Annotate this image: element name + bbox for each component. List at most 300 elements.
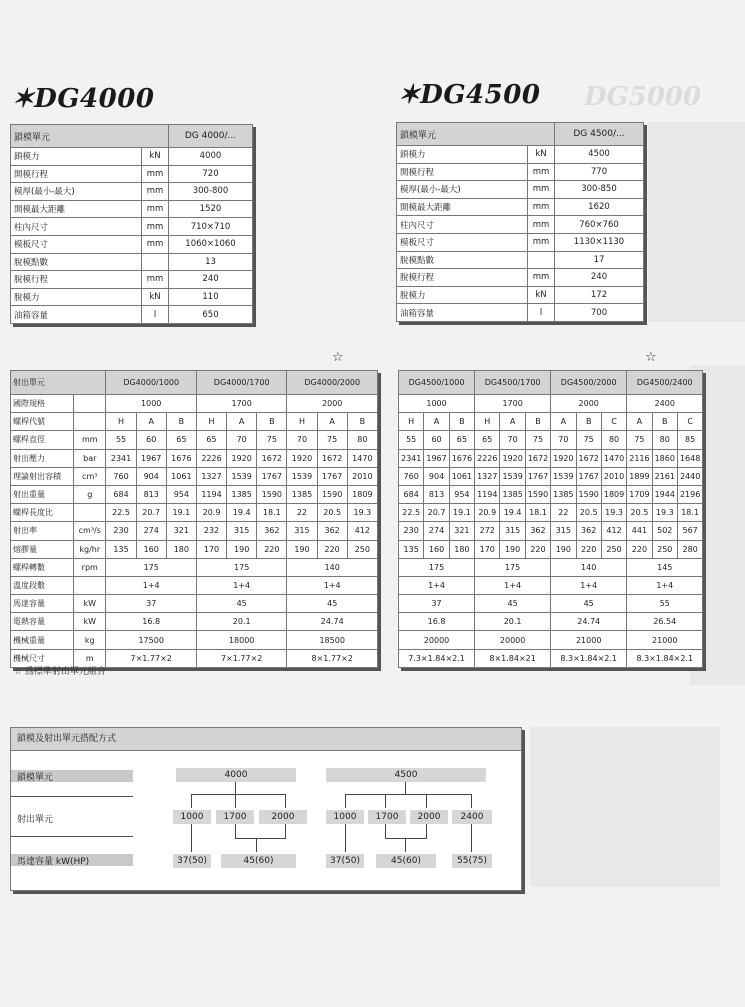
cell-value: 19.3: [652, 504, 677, 522]
dg4000-injection-table: [10, 370, 378, 668]
table-row: [397, 216, 644, 234]
connector-line: [426, 794, 427, 808]
cell-value: 1194: [475, 485, 500, 503]
spec-value: 110: [169, 288, 253, 306]
cell-value: 80: [652, 431, 677, 449]
row-unit: kW: [74, 613, 106, 631]
row-unit: [74, 413, 106, 431]
spec-label: 脫模行程: [397, 269, 528, 287]
cell-value: 2010: [601, 467, 626, 485]
cell-value: 20.5: [576, 504, 601, 522]
model-name: DG4000/1000: [106, 371, 196, 395]
standard-star-icon: ☆: [645, 350, 657, 365]
spec-unit: mm: [142, 235, 169, 253]
screw-code: H: [399, 413, 424, 431]
cell-value: 250: [601, 540, 626, 558]
cell-value: 8.3×1.84×2.1: [551, 649, 627, 667]
cell-value: 220: [576, 540, 601, 558]
spec-value: 17: [555, 251, 644, 269]
row-divider: [11, 796, 133, 797]
screw-code: A: [551, 413, 576, 431]
spec-unit: kN: [528, 146, 555, 164]
connector-line: [385, 794, 386, 808]
cell-value: 230: [399, 522, 424, 540]
cell-value: 175: [196, 558, 286, 576]
cell-value: 250: [347, 540, 377, 558]
spec-value: 700: [555, 304, 644, 322]
row-unit: kW: [74, 595, 106, 613]
cell-value: 274: [136, 522, 166, 540]
cell-value: 272: [475, 522, 500, 540]
cell-value: 362: [576, 522, 601, 540]
screw-code: H: [287, 413, 317, 431]
spec-value: 13: [169, 253, 253, 271]
row-label: 理論射出容積: [11, 467, 74, 485]
spec-unit: l: [142, 306, 169, 324]
cell-value: 2196: [677, 485, 702, 503]
spec-value: 1130×1130: [555, 233, 644, 251]
cell-value: 22: [287, 504, 317, 522]
cell-value: 2440: [677, 467, 702, 485]
cell-value: 135: [399, 540, 424, 558]
cell-value: 65: [475, 431, 500, 449]
cell-value: 2341: [399, 449, 424, 467]
screw-code: A: [424, 413, 449, 431]
cell-value: 140: [287, 558, 378, 576]
motor-55-box: 55(75): [452, 854, 492, 868]
cell-value: 37: [106, 595, 196, 613]
table-row: [399, 540, 703, 558]
cell-value: 1944: [652, 485, 677, 503]
spec-label: 油箱容量: [11, 306, 142, 324]
motor-45-box: 45(60): [221, 854, 296, 868]
cell-value: 684: [106, 485, 136, 503]
cell-value: 80: [601, 431, 626, 449]
cell-value: 55: [399, 431, 424, 449]
cell-value: 26.54: [627, 613, 703, 631]
cell-value: 2226: [196, 449, 226, 467]
table-row: [399, 413, 703, 431]
cell-value: 1327: [475, 467, 500, 485]
cell-value: 45: [551, 595, 627, 613]
spec-value: 720: [169, 165, 253, 183]
cell-value: 18.1: [677, 504, 702, 522]
table-row: [397, 233, 644, 251]
screw-code: A: [227, 413, 257, 431]
row-label: 國際規格: [11, 395, 74, 413]
injection-2000-box: 2000: [410, 810, 448, 824]
screw-code: B: [166, 413, 196, 431]
cell-value: 175: [106, 558, 196, 576]
ghost-title-dg5000: DG5000: [584, 82, 702, 112]
spec-unit: [528, 251, 555, 269]
spec-label: 脫模點數: [397, 251, 528, 269]
connector-line: [256, 838, 257, 852]
row-label: 機械尺寸: [11, 649, 74, 667]
size-value: 2400: [627, 395, 703, 413]
cell-value: 7×1.77×2: [106, 649, 196, 667]
cell-value: 80: [347, 431, 377, 449]
table-row: [397, 198, 644, 216]
spec-value: 1620: [555, 198, 644, 216]
row-label: 射出壓力: [11, 449, 74, 467]
table-row: [399, 595, 703, 613]
spec-unit: mm: [142, 183, 169, 201]
injection-2400-box: 2400: [452, 810, 492, 824]
cell-value: 190: [227, 540, 257, 558]
cell-value: 1+4: [399, 576, 475, 594]
cell-value: 1385: [287, 485, 317, 503]
dg4500-title-text: DG4500: [420, 80, 541, 110]
connector-line: [235, 824, 236, 838]
dg4500-clamp-table: [396, 122, 644, 322]
model-name: DG4500/2400: [627, 371, 703, 395]
spec-value: 172: [555, 286, 644, 304]
spec-label: 模板尺寸: [11, 235, 142, 253]
cell-value: 20.9: [196, 504, 226, 522]
screw-code: H: [106, 413, 136, 431]
cell-value: 70: [500, 431, 525, 449]
spec-unit: mm: [528, 269, 555, 287]
table-row: [11, 288, 253, 306]
spec-value: 240: [169, 271, 253, 289]
cell-value: 760: [399, 467, 424, 485]
cell-value: 954: [166, 485, 196, 503]
row-label: 螺桿長度比: [11, 504, 74, 522]
table-row: [11, 558, 378, 576]
cell-value: 160: [136, 540, 166, 558]
connector-line: [471, 824, 472, 852]
cell-value: 7.3×1.84×2.1: [399, 649, 475, 667]
cell-value: 2341: [106, 449, 136, 467]
spec-value: 4500: [555, 146, 644, 164]
cell-value: 1767: [525, 467, 550, 485]
cell-value: 1809: [347, 485, 377, 503]
cell-value: 315: [500, 522, 525, 540]
model-name: DG4500/2000: [551, 371, 627, 395]
spec-unit: mm: [142, 218, 169, 236]
table-header-row: [11, 371, 378, 395]
standard-star-icon: ☆: [332, 350, 344, 365]
cell-value: 19.3: [347, 504, 377, 522]
cell-value: 20.5: [627, 504, 652, 522]
row-unit: [74, 576, 106, 594]
table-row: [11, 271, 253, 289]
cell-value: 17500: [106, 631, 196, 649]
table-row: [11, 253, 253, 271]
cell-value: 190: [500, 540, 525, 558]
spec-unit: kN: [142, 148, 169, 166]
cell-value: 1061: [166, 467, 196, 485]
table-row: [11, 200, 253, 218]
cell-value: 1672: [576, 449, 601, 467]
spec-label: 開模最大距離: [11, 200, 142, 218]
model-name: DG4000/2000: [287, 371, 378, 395]
table-header-row: [399, 371, 703, 395]
cell-value: 18000: [196, 631, 286, 649]
cell-value: 75: [525, 431, 550, 449]
cell-value: 362: [257, 522, 287, 540]
cell-value: 1385: [227, 485, 257, 503]
spec-label: 脫模行程: [11, 271, 142, 289]
table-row: [397, 286, 644, 304]
row-unit: rpm: [74, 558, 106, 576]
screw-code: B: [652, 413, 677, 431]
cell-value: 180: [449, 540, 474, 558]
row-unit: g: [74, 485, 106, 503]
spec-value: 770: [555, 163, 644, 181]
cell-value: 55: [106, 431, 136, 449]
cell-value: 75: [317, 431, 347, 449]
screw-code: B: [525, 413, 550, 431]
cell-value: 1+4: [551, 576, 627, 594]
table-row: [399, 649, 703, 667]
spec-unit: mm: [142, 271, 169, 289]
cell-value: 24.74: [551, 613, 627, 631]
cell-value: 20.9: [475, 504, 500, 522]
row-label: 馬達容量: [11, 595, 74, 613]
cell-value: 70: [227, 431, 257, 449]
cell-value: 60: [136, 431, 166, 449]
table-row: [399, 613, 703, 631]
cell-value: 1920: [500, 449, 525, 467]
cell-value: 1767: [576, 467, 601, 485]
cell-value: 1385: [500, 485, 525, 503]
cell-value: 1920: [227, 449, 257, 467]
injection-1700-box: 1700: [368, 810, 406, 824]
cell-value: 230: [106, 522, 136, 540]
cell-value: 904: [136, 467, 166, 485]
cell-value: 1470: [347, 449, 377, 467]
spec-label: 模厚(最小-最大): [11, 183, 142, 201]
cell-value: 412: [347, 522, 377, 540]
table-row: [11, 522, 378, 540]
cell-value: 1+4: [627, 576, 703, 594]
cell-value: 175: [475, 558, 551, 576]
cell-value: 1920: [551, 449, 576, 467]
row-unit: kg: [74, 631, 106, 649]
table-row: [11, 504, 378, 522]
cell-value: 2116: [627, 449, 652, 467]
row-label-motor: 馬達容量 kW(HP): [17, 857, 90, 867]
cell-value: 441: [627, 522, 652, 540]
row-label: 射出重量: [11, 485, 74, 503]
size-value: 1000: [399, 395, 475, 413]
cell-value: 1+4: [106, 576, 196, 594]
spec-value: 710×710: [169, 218, 253, 236]
spec-unit: [142, 253, 169, 271]
connector-line: [235, 782, 236, 794]
model-name: DG4500/1000: [399, 371, 475, 395]
spec-unit: mm: [528, 163, 555, 181]
table-row: [11, 183, 253, 201]
cell-value: 1470: [601, 449, 626, 467]
cell-value: 1590: [576, 485, 601, 503]
screw-code: A: [136, 413, 166, 431]
connector-line: [285, 794, 286, 808]
screw-code: B: [257, 413, 287, 431]
cell-value: 1+4: [475, 576, 551, 594]
row-label: 螺桿代號: [11, 413, 74, 431]
cell-value: 37: [399, 595, 475, 613]
spec-value: 240: [555, 269, 644, 287]
cell-value: 8×1.77×2: [287, 649, 378, 667]
cell-value: 220: [257, 540, 287, 558]
spec-label: 油箱容量: [397, 304, 528, 322]
table-row: [397, 251, 644, 269]
screw-code: B: [576, 413, 601, 431]
spec-value: 1520: [169, 200, 253, 218]
cell-value: 1539: [500, 467, 525, 485]
screw-code: C: [601, 413, 626, 431]
clamp-4000-box: 4000: [176, 768, 296, 782]
cell-value: 24.74: [287, 613, 378, 631]
cell-value: 250: [652, 540, 677, 558]
cell-value: 18500: [287, 631, 378, 649]
table-header-value: DG 4000/...: [169, 125, 253, 148]
cell-value: 1767: [317, 467, 347, 485]
spec-label: 模板尺寸: [397, 233, 528, 251]
row-unit: [74, 395, 106, 413]
cell-value: 220: [525, 540, 550, 558]
screw-code: B: [449, 413, 474, 431]
table-row: [399, 576, 703, 594]
cell-value: 2226: [475, 449, 500, 467]
cell-value: 21000: [551, 631, 627, 649]
injection-1700-box: 1700: [216, 810, 254, 824]
connector-line: [191, 794, 192, 808]
cell-value: 315: [227, 522, 257, 540]
size-value: 2000: [287, 395, 378, 413]
size-value: 2000: [551, 395, 627, 413]
screw-code: A: [627, 413, 652, 431]
cell-value: 140: [551, 558, 627, 576]
connector-line: [345, 794, 472, 795]
connector-line: [405, 782, 406, 794]
row-label-injection: 射出單元: [17, 815, 54, 825]
cell-value: 567: [677, 522, 702, 540]
screw-code: H: [475, 413, 500, 431]
cell-value: 22.5: [106, 504, 136, 522]
cell-value: 20.5: [317, 504, 347, 522]
table-row: [11, 218, 253, 236]
connector-line: [426, 824, 427, 838]
connector-line: [191, 794, 286, 795]
cell-value: 20000: [399, 631, 475, 649]
cell-value: 1809: [601, 485, 626, 503]
cell-value: 1676: [449, 449, 474, 467]
screw-code: A: [317, 413, 347, 431]
cell-value: 7×1.77×2: [196, 649, 286, 667]
table-row: [11, 395, 378, 413]
table-row: [11, 413, 378, 431]
cell-value: 954: [449, 485, 474, 503]
injection-1000-box: 1000: [326, 810, 364, 824]
cell-value: 180: [166, 540, 196, 558]
spec-unit: mm: [528, 216, 555, 234]
spec-label: 柱內尺寸: [11, 218, 142, 236]
cell-value: 1672: [317, 449, 347, 467]
table-row: [399, 467, 703, 485]
spec-value: 4000: [169, 148, 253, 166]
cell-value: 760: [106, 467, 136, 485]
table-row: [399, 431, 703, 449]
table-header-label: 鎖模單元: [11, 125, 169, 148]
cell-value: 45: [196, 595, 286, 613]
cell-value: 18.1: [525, 504, 550, 522]
cell-value: 70: [551, 431, 576, 449]
cell-value: 19.1: [449, 504, 474, 522]
connector-line: [405, 838, 406, 852]
row-unit: cm³: [74, 467, 106, 485]
connector-line: [235, 838, 286, 839]
spec-label: 脫模力: [397, 286, 528, 304]
row-label: 射出率: [11, 522, 74, 540]
cell-value: 19.1: [166, 504, 196, 522]
spec-value: 760×760: [555, 216, 644, 234]
cell-value: 75: [627, 431, 652, 449]
row-label: 螺桿直徑: [11, 431, 74, 449]
cell-value: 362: [317, 522, 347, 540]
cell-value: 1+4: [287, 576, 378, 594]
cell-value: 220: [317, 540, 347, 558]
cell-value: 1061: [449, 467, 474, 485]
cell-value: 70: [287, 431, 317, 449]
connector-line: [345, 794, 346, 808]
table-row: [399, 395, 703, 413]
cell-value: 315: [551, 522, 576, 540]
row-unit: bar: [74, 449, 106, 467]
cell-value: 45: [475, 595, 551, 613]
row-label: 螺桿轉數: [11, 558, 74, 576]
row-unit: [74, 504, 106, 522]
cell-value: 502: [652, 522, 677, 540]
cell-value: 170: [475, 540, 500, 558]
row-label-clamp: 鎖模單元: [17, 773, 54, 783]
dg4500-title: ✶DG4500: [398, 80, 541, 110]
spec-label: 開模行程: [11, 165, 142, 183]
cell-value: 18.1: [257, 504, 287, 522]
row-unit: cm³/s: [74, 522, 106, 540]
ghost-table: [648, 122, 745, 322]
screw-code: H: [196, 413, 226, 431]
cell-value: 1590: [257, 485, 287, 503]
table-row: [11, 613, 378, 631]
cell-value: 19.3: [601, 504, 626, 522]
row-unit: m: [74, 649, 106, 667]
table-row: [399, 449, 703, 467]
footnote: ☆ 爲標準射出單元組合: [14, 667, 106, 677]
cell-value: 1385: [551, 485, 576, 503]
injection-header-label: 射出單元: [11, 371, 106, 395]
cell-value: 1767: [257, 467, 287, 485]
cell-value: 684: [399, 485, 424, 503]
cell-value: 1+4: [196, 576, 286, 594]
size-value: 1000: [106, 395, 196, 413]
cell-value: 1194: [196, 485, 226, 503]
cell-value: 16.8: [399, 613, 475, 631]
cell-value: 22: [551, 504, 576, 522]
cell-value: 19.4: [500, 504, 525, 522]
cell-value: 1590: [317, 485, 347, 503]
cell-value: 1590: [525, 485, 550, 503]
spec-unit: mm: [528, 233, 555, 251]
cell-value: 274: [424, 522, 449, 540]
cell-value: 20.7: [424, 504, 449, 522]
cell-value: 232: [196, 522, 226, 540]
injection-2000-box: 2000: [259, 810, 307, 824]
size-value: 1700: [196, 395, 286, 413]
